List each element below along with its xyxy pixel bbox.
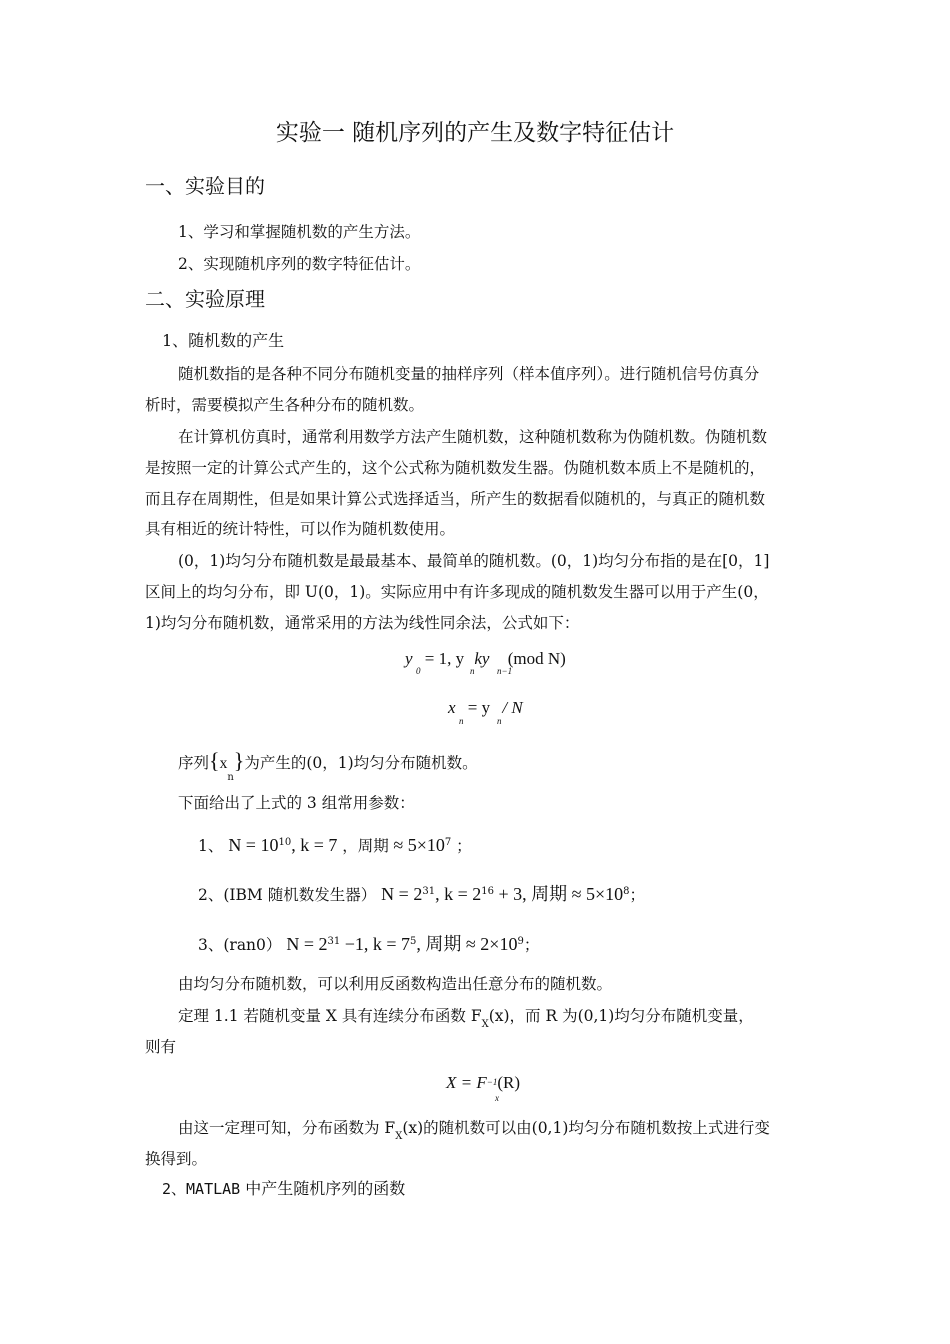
param1-n-exp: 10 [278, 837, 292, 848]
paragraph-3-line-1: (0，1)均匀分布随机数是最最基本、最简单的随机数。(0，1)均匀分布指的是在[0，1] [178, 552, 770, 570]
seq-brace-open: { [209, 748, 220, 773]
seq-suffix: 为产生的(0，1)均匀分布随机数。 [244, 754, 478, 772]
eq1-subn: n [470, 666, 475, 676]
param3-period-exp: 9 [517, 936, 524, 947]
purpose-item-2: 2、实现随机序列的数字特征估计。 [178, 255, 421, 273]
paragraph-2-line-1: 在计算机仿真时，通常利用数学方法产生随机数，这种随机数称为伪随机数。伪随机数 [178, 428, 768, 446]
equation-lcg [405, 649, 605, 685]
seq-x: x [219, 755, 228, 772]
eq2-subn-x: n [459, 716, 464, 726]
param2-period: + 3, 周期 ≈ 5×10 [493, 884, 624, 904]
param2-label: 2、(IBM 随机数发生器） [198, 886, 377, 904]
theorem-text-b: (x)，而 R 为(0,1)均匀分布随机变量， [488, 1007, 754, 1025]
seq-brace-close: } [233, 748, 245, 773]
paragraph-1-line-1: 随机数指的是各种不同分布随机变量的抽样序列（样本值序列）。进行随机信号仿真分 [178, 365, 760, 383]
param1-end: ； [456, 837, 472, 855]
paragraph-2-line-3: 而且存在周期性，但是如果计算公式选择适当，所产生的数据看似随机的，与真正的随机数 [145, 490, 766, 508]
eq2-div: / N [502, 698, 523, 717]
eq2-eq: = y [467, 698, 491, 717]
seq-n: n [227, 772, 234, 783]
purpose-item-1: 1、学习和掌握随机数的产生方法。 [178, 223, 421, 241]
eq2-x: x [448, 698, 456, 717]
param3-k: −1, k = 7 [340, 934, 411, 954]
param1-label: 1、 [198, 837, 224, 855]
paragraph-2-line-4: 具有相近的统计特性，可以作为随机数使用。 [145, 520, 456, 538]
theorem-text-a: 定理 1.1 若随机变量 X 具有连续分布函数 F [178, 1007, 482, 1025]
subsection-matlab-label: 2、MATLAB [162, 1180, 241, 1198]
param3-k-exp: 5 [410, 936, 417, 947]
paragraph-5-line-1 [178, 1116, 770, 1143]
param3-end: ； [523, 936, 540, 954]
paragraph-3-line-3: 1)均匀分布随机数，通常采用的方法为线性同余法，公式如下： [145, 614, 580, 632]
paragraph-4: 由均匀分布随机数，可以利用反函数构造出任意分布的随机数。 [178, 975, 613, 993]
eq3-sup: −1 [486, 1077, 498, 1087]
section-heading-principle: 二、实验原理 [145, 287, 265, 311]
page-title: 实验一 随机序列的产生及数字特征估计 [275, 120, 675, 146]
param-set-2 [198, 880, 645, 907]
eq1-subn1: n−1 [497, 666, 513, 676]
eq3-arg: (R) [497, 1073, 520, 1092]
subsection-matlab-rest: 中产生随机序列的函数 [240, 1179, 406, 1198]
eq1-mod: (mod N) [507, 649, 566, 668]
param1-period: ≈ 5×10 [388, 835, 445, 855]
p5-sub-x: X [395, 1131, 403, 1142]
eq1-ky: ky [474, 649, 490, 668]
eq3-sub: x [495, 1093, 499, 1103]
param-set-3 [198, 930, 539, 957]
p5-text-b: (x)的随机数可以由(0,1)均匀分布随机数按上式进行变 [402, 1119, 770, 1137]
seq-prefix: 序列 [178, 754, 210, 772]
param3-n-exp: 31 [327, 936, 341, 947]
param3-label: 3、(ran0） [198, 936, 282, 954]
param2-k: , k = 2 [435, 884, 482, 904]
equation-normalize [448, 698, 568, 734]
eq3-lhs: X = F [446, 1073, 487, 1092]
param2-period-exp: 8 [623, 886, 630, 897]
param2-n-exp: 31 [422, 886, 436, 897]
param3-n: N = 2 [286, 934, 328, 954]
eq1-part-a: = 1, y [424, 649, 465, 668]
params-intro: 下面给出了上式的 3 组常用参数： [178, 794, 415, 812]
subsection-random-generation: 1、随机数的产生 [162, 331, 285, 350]
equation-inverse [446, 1073, 566, 1109]
theorem-sub-x: X [481, 1019, 489, 1030]
theorem-line-2: 则有 [145, 1038, 177, 1056]
eq1-sub0: 0 [416, 666, 421, 676]
param1-k: , k = 7 [291, 835, 338, 855]
param1-n: N = 10 [228, 835, 279, 855]
param2-end: ； [629, 886, 646, 904]
paragraph-1-line-2: 析时，需要模拟产生各种分布的随机数。 [145, 396, 425, 414]
param3-period: , 周期 ≈ 2×10 [416, 934, 518, 954]
paragraph-2-line-2: 是按照一定的计算公式产生的，这个公式称为随机数发生器。伪随机数本质上不是随机的， [145, 459, 766, 477]
theorem-line-1 [178, 1004, 754, 1031]
p5-text-a: 由这一定理可知，分布函数为 F [178, 1119, 396, 1137]
eq1-y0: y [405, 649, 413, 668]
eq2-subn-y: n [497, 716, 502, 726]
paragraph-3-line-2: 区间上的均匀分布，即 U(0，1)。实际应用中有许多现成的随机数发生器可以用于产生(0， [145, 583, 769, 601]
sequence-line [178, 749, 478, 781]
param-set-1 [198, 831, 472, 858]
subsection-matlab-functions [162, 1177, 405, 1201]
param1-period-exp: 7 [444, 837, 452, 848]
param1-period-label: ，周期 [342, 837, 389, 855]
section-heading-purpose: 一、实验目的 [145, 174, 265, 198]
param2-k-exp: 16 [481, 886, 494, 897]
paragraph-5-line-2: 换得到。 [145, 1150, 208, 1168]
param2-n: N = 2 [381, 884, 423, 904]
